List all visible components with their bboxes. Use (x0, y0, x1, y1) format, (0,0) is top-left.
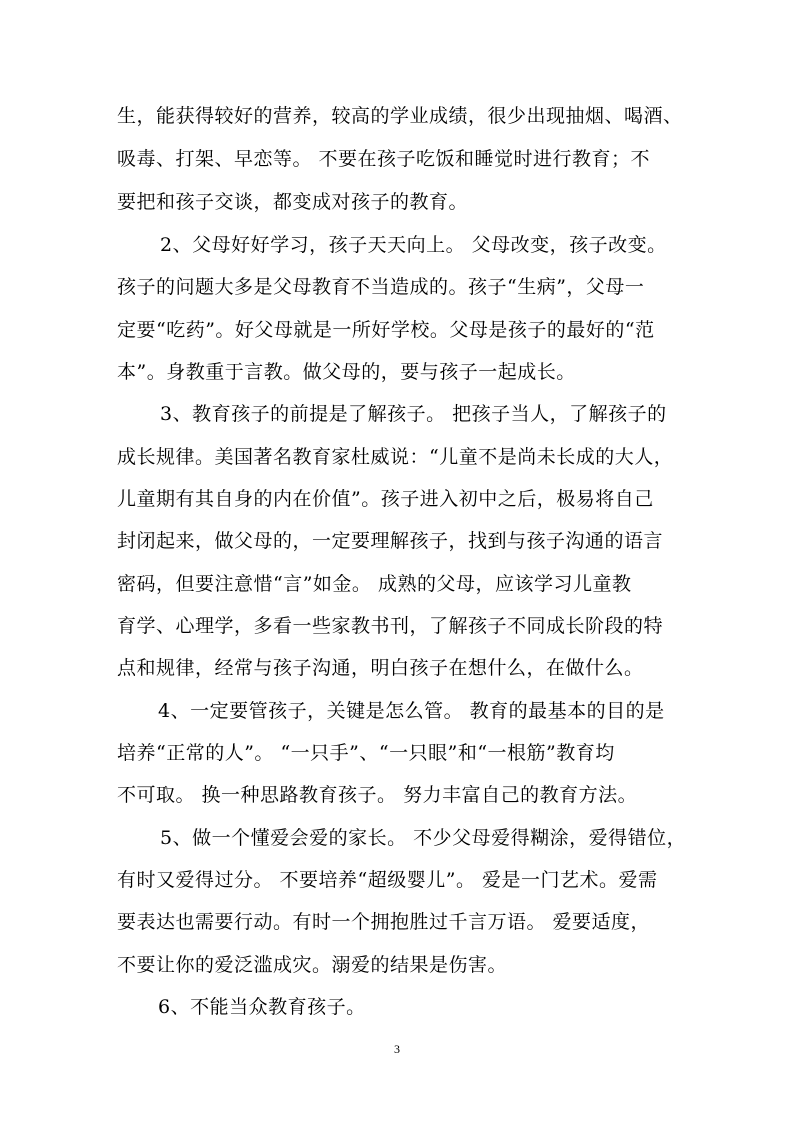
text-line: 育学、心理学，多看一些家教书刊，了解孩子不同成长阶段的特 (117, 615, 664, 637)
text-line: 要表达也需要行动。有时一个拥抱胜过千言万语。 爱要适度， (117, 911, 651, 933)
text-line: 6、不能当众教育孩子。 (158, 996, 366, 1018)
text-line: 定要“吃药”。好父母就是一所好学校。父母是孩子的最好的“范 (117, 319, 655, 341)
text-line: 不要让你的爱泛滥成灾。溺爱的结果是伤害。 (117, 954, 508, 976)
text-line: 有时又爱得过分。 不要培养“超级婴儿”。 爱是一门艺术。爱需 (117, 869, 658, 891)
text-line: 密码，但要注意惜“言”如金。 成熟的父母，应该学习儿童教 (117, 573, 632, 595)
text-line: 封闭起来，做父母的，一定要理解孩子，找到与孩子沟通的语言 (117, 530, 664, 552)
text-line: 孩子的问题大多是父母教育不当造成的。孩子“生病”，父母一 (117, 276, 645, 298)
text-line: 成长规律。美国著名教育家杜威说：“儿童不是尚未长成的大人， (117, 446, 674, 468)
text-line: 点和规律，经常与孩子沟通，明白孩子在想什么，在做什么。 (117, 657, 644, 679)
text-line: 4、一定要管孩子，关键是怎么管。 教育的最基本的目的是 (158, 700, 665, 722)
text-line: 生，能获得较好的营养，较高的学业成绩，很少出现抽烟、喝酒、 (117, 105, 683, 127)
text-line: 5、做一个懂爱会爱的家长。 不少父母爱得糊涂，爱得错位， (160, 827, 687, 849)
text-line: 2、父母好好学习，孩子天天向上。 父母改变，孩子改变。 (160, 234, 667, 256)
text-line: 吸毒、打架、早恋等。 不要在孩子吃饭和睡觉时进行教育；不 (117, 148, 651, 170)
text-line: 本”。身教重于言教。做父母的，要与孩子一起成长。 (117, 361, 576, 383)
page-number: 3 (394, 1042, 400, 1056)
text-line: 儿童期有其自身的内在价值”。孩子进入初中之后，极易将自己 (117, 488, 654, 510)
text-line: 要把和孩子交谈，都变成对孩子的教育。 (117, 191, 469, 213)
text-line: 培养“正常的人”。 “一只手”、“一只眼”和“一根筋”教育均 (117, 742, 615, 764)
text-line: 不可取。 换一种思路教育孩子。 努力丰富自己的教育方法。 (117, 784, 638, 806)
text-line: 3、教育孩子的前提是了解孩子。 把孩子当人，了解孩子的 (160, 403, 667, 425)
